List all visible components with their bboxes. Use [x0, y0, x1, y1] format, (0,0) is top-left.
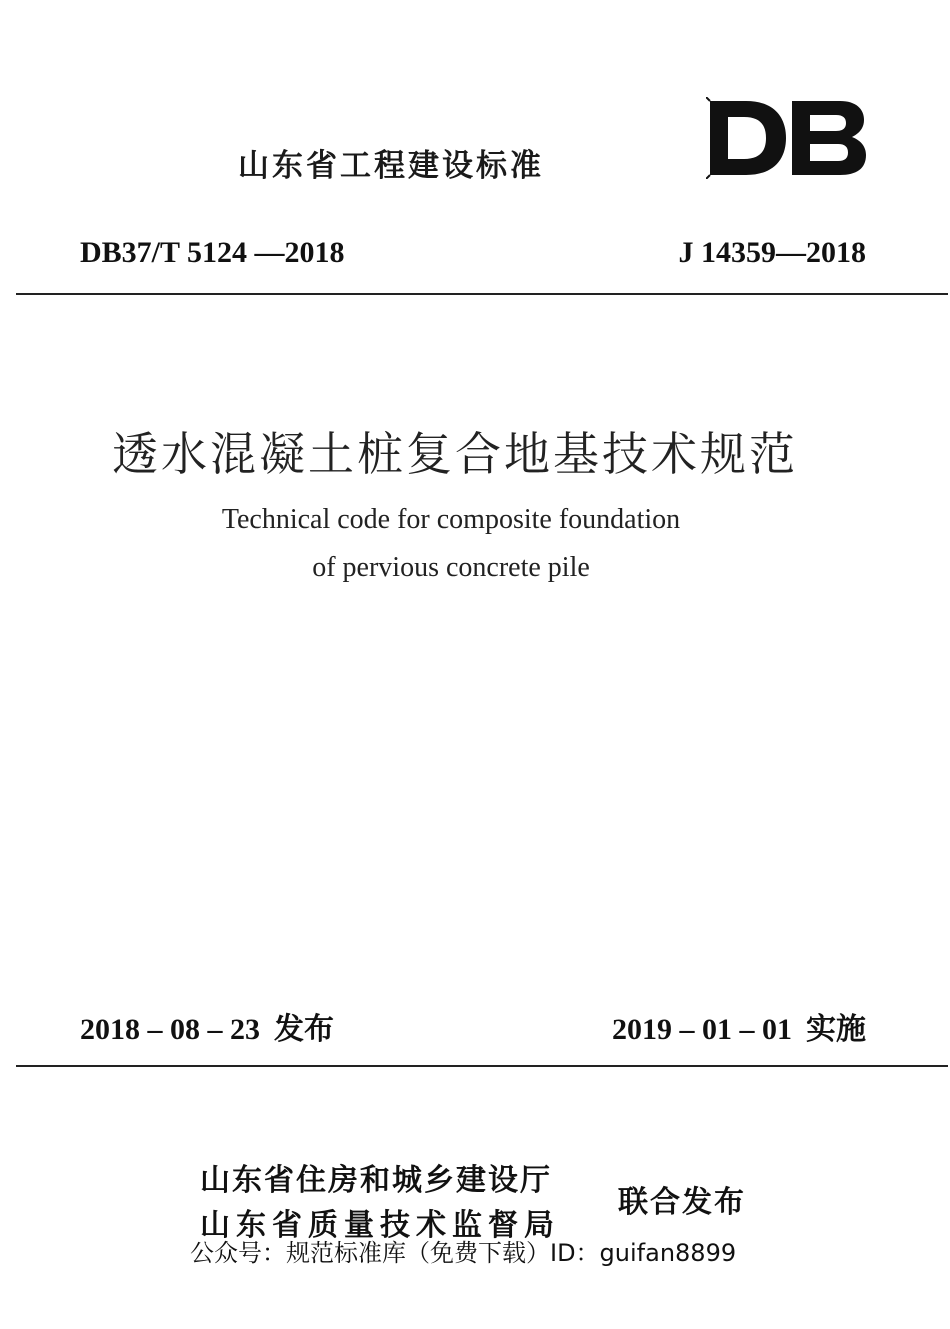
- db-logo: [706, 97, 868, 179]
- effective-date-block: [612, 1004, 866, 1048]
- publisher-2: 山东省质量技术监督局: [200, 1208, 560, 1243]
- title-english-line1: Technical code for composite foundation: [221, 504, 681, 535]
- effective-date: 2019 – 01 – 01: [612, 1013, 792, 1046]
- joint-publish-label: 联合发布: [618, 1185, 746, 1220]
- issue-date-block: [80, 1004, 334, 1048]
- issue-date: 2018 – 08 – 23: [80, 1013, 260, 1046]
- standard-series-label: 山东省工程建设标准: [238, 148, 544, 184]
- title-chinese: 透水混凝土桩复合地基技术规范: [112, 427, 798, 481]
- footer-watermark-note: 公众号：规范标准库（免费下载）ID：guifan8899: [190, 1239, 737, 1267]
- top-divider: [16, 293, 948, 295]
- effective-label: 实施: [806, 1012, 866, 1047]
- db-logo-d: [710, 101, 786, 175]
- standard-code: DB37/T 5124 —2018: [80, 236, 345, 269]
- title-english-line2: of pervious concrete pile: [312, 552, 590, 583]
- publisher-1: 山东省住房和城乡建设厅: [200, 1163, 552, 1198]
- db-logo-b: [792, 101, 866, 175]
- record-code: J 14359—2018: [678, 236, 866, 269]
- bottom-divider: [16, 1065, 948, 1067]
- issue-label: 发布: [274, 1012, 334, 1047]
